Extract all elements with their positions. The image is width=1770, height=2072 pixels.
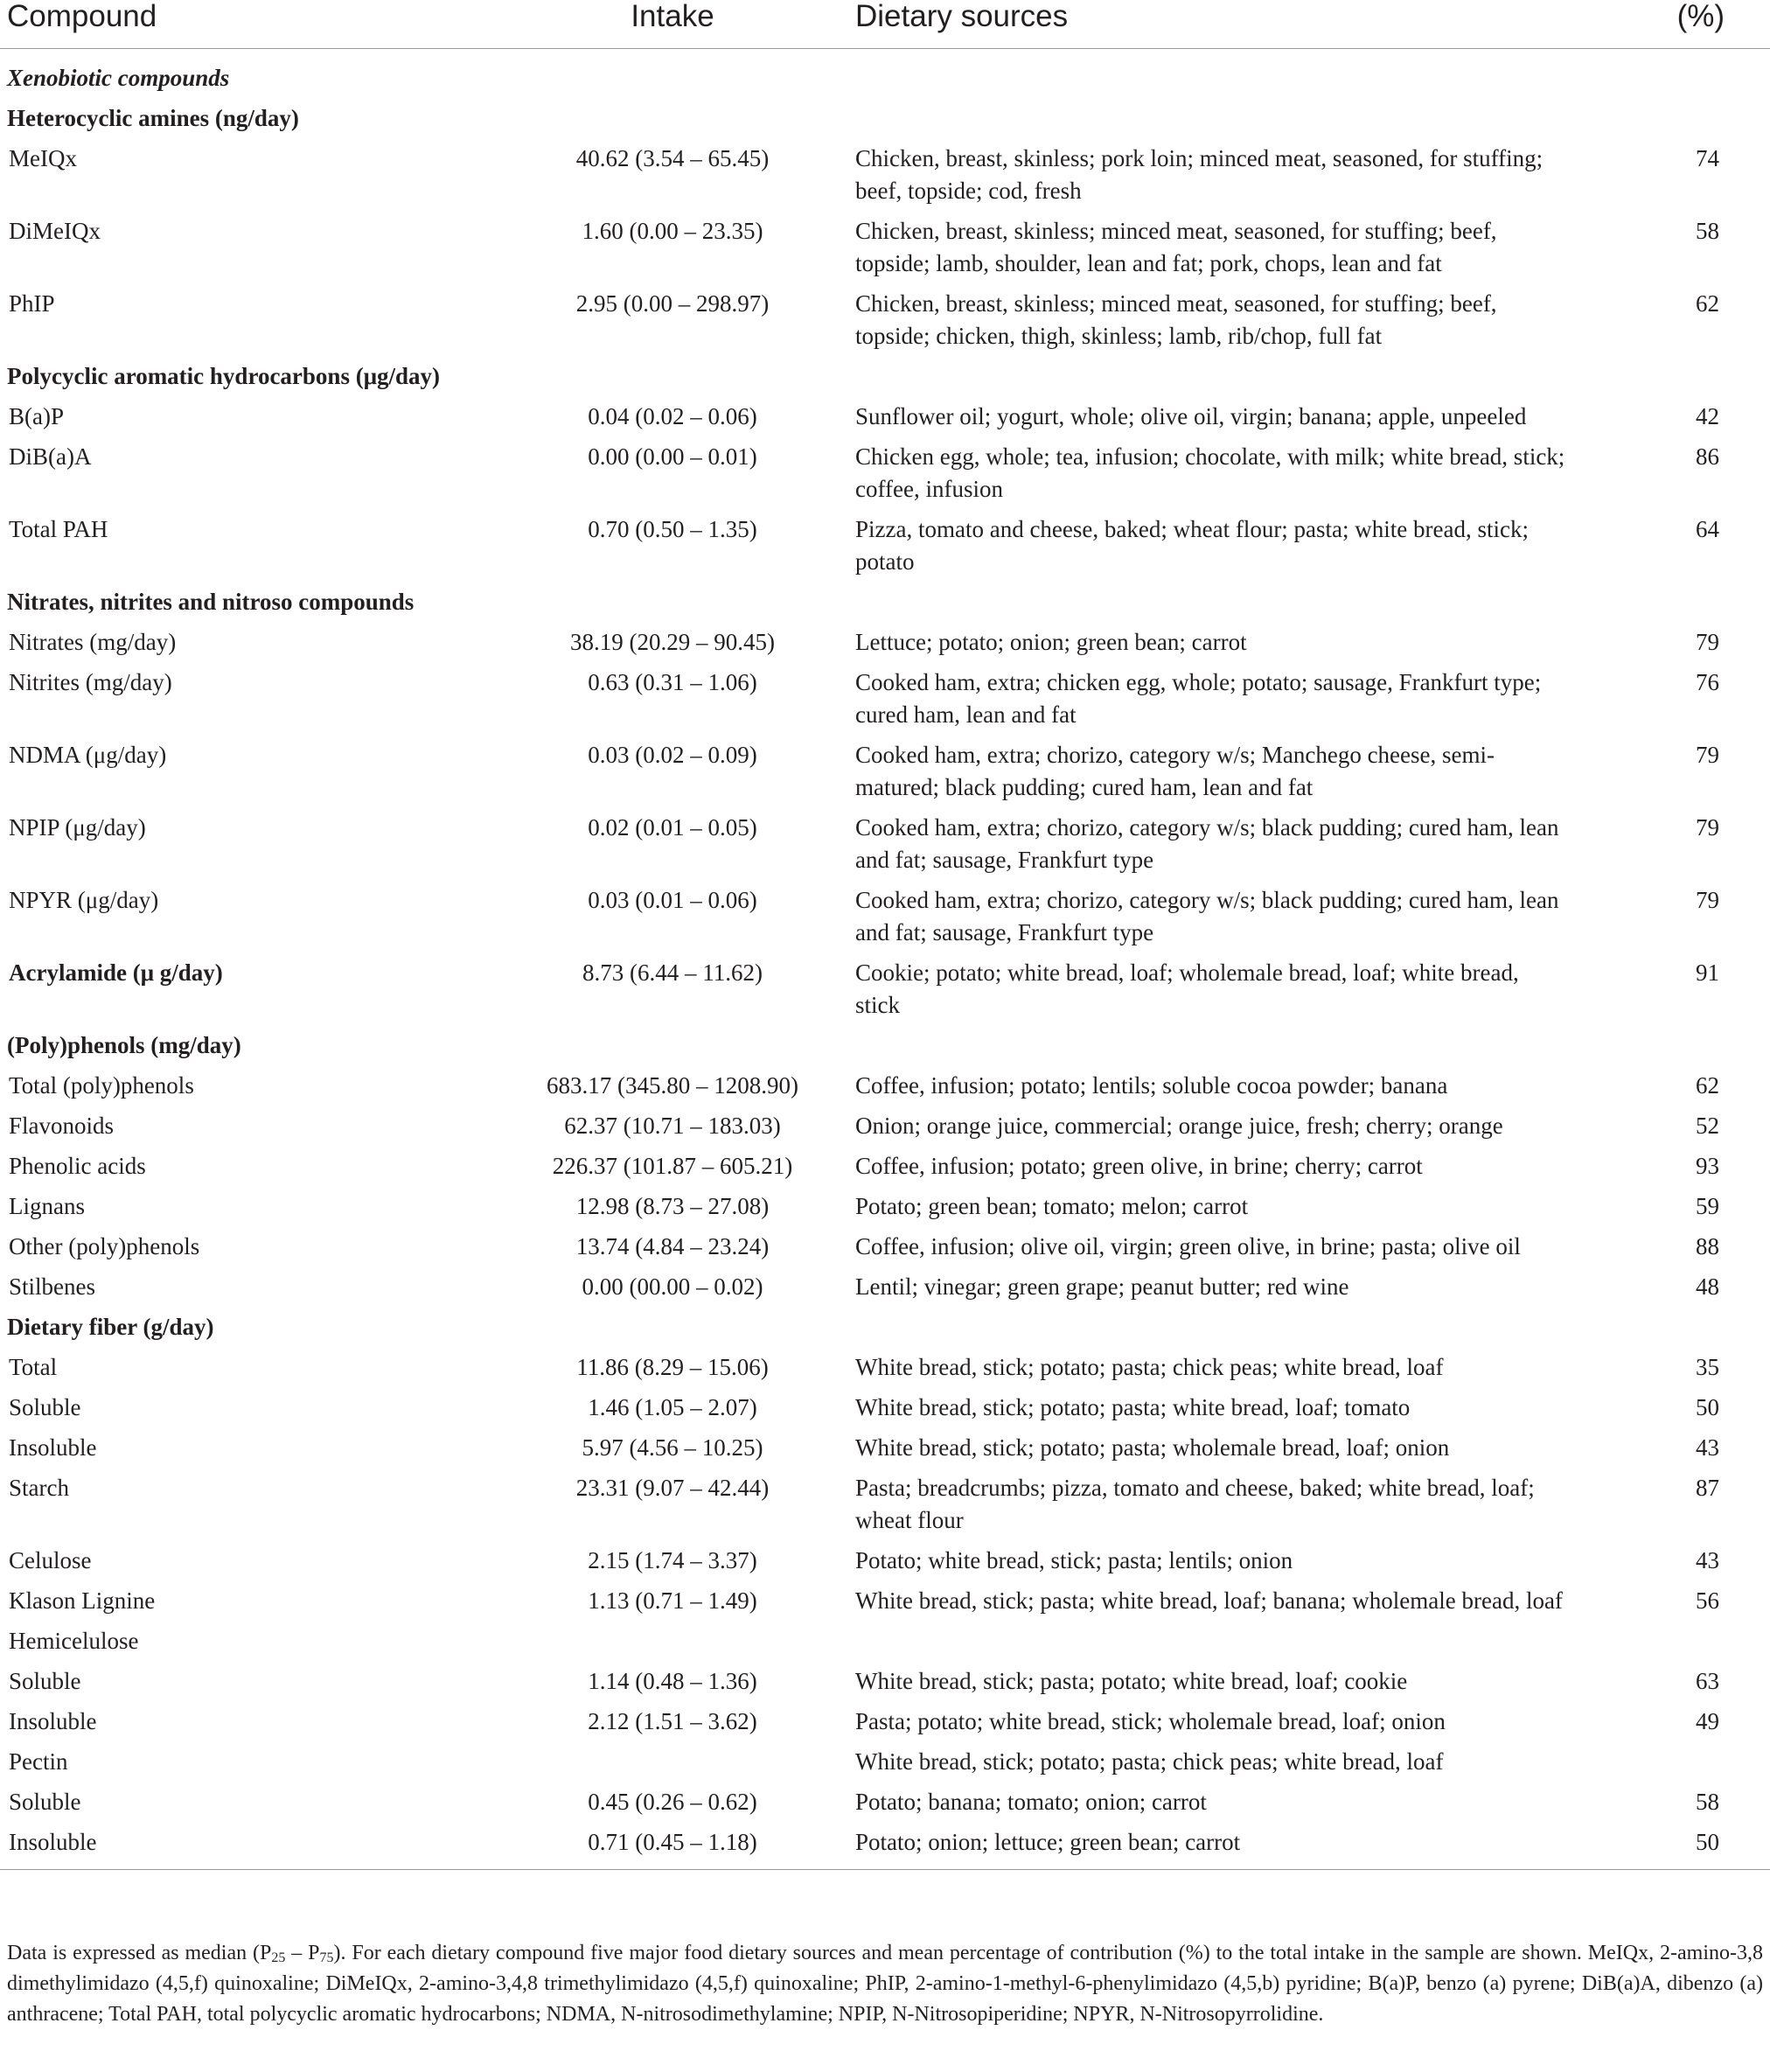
header-dietary-sources: Dietary sources xyxy=(855,0,1627,49)
table-footnote xyxy=(7,1938,1763,2030)
percent-cell: 74 xyxy=(1696,145,1719,171)
compound-cell: Total PAH xyxy=(9,516,108,542)
table-row xyxy=(0,1267,1770,1308)
table-row xyxy=(0,1581,1770,1622)
intake-cell xyxy=(490,1742,855,1782)
table-row xyxy=(0,1662,1770,1702)
percent-cell: 62 xyxy=(1696,1072,1719,1099)
intake-cell: 23.31 (9.07 – 42.44) xyxy=(575,1475,770,1501)
dietary-sources-cell: Pasta; potato; white bread, stick; wholemale bread, loaf; onion xyxy=(855,1708,1446,1734)
intake-cell: 2.15 (1.74 – 3.37) xyxy=(588,1547,757,1573)
intake-cell: 12.98 (8.73 – 27.08) xyxy=(575,1193,770,1219)
header-row xyxy=(0,0,1770,49)
percent-cell: 88 xyxy=(1696,1233,1719,1259)
table-row xyxy=(0,1742,1770,1782)
intake-cell: 8.73 (6.44 – 11.62) xyxy=(582,959,763,986)
intake-cell: 0.02 (0.01 – 0.05) xyxy=(588,814,757,841)
table-row xyxy=(0,881,1770,953)
compound-cell: Total xyxy=(9,1354,58,1380)
table-row xyxy=(0,1469,1770,1541)
intake-cell xyxy=(490,357,855,397)
intake-cell: 1.46 (1.05 – 2.07) xyxy=(588,1394,757,1420)
compound-cell: DiMeIQx xyxy=(9,218,101,244)
compound-cell: Flavonoids xyxy=(9,1113,115,1139)
intake-cell: 62.37 (10.71 – 183.03) xyxy=(564,1113,781,1139)
dietary-sources-cell xyxy=(855,49,1627,100)
compound-cell: NPIP (μg/day) xyxy=(9,814,146,841)
intake-cell: 40.62 (3.54 – 65.45) xyxy=(575,145,770,171)
percent-cell: 58 xyxy=(1696,218,1719,244)
table-row xyxy=(0,808,1770,881)
compound-cell: Klason Lignine xyxy=(9,1587,156,1614)
percent-cell xyxy=(1627,1742,1770,1782)
table-row xyxy=(0,139,1770,212)
dietary-sources-cell: Sunflower oil; yogurt, whole; olive oil, virgin; banana; apple, unpeeled xyxy=(855,403,1527,429)
compound-cell: Soluble xyxy=(9,1789,81,1815)
intake-cell: 683.17 (345.80 – 1208.90) xyxy=(547,1072,798,1099)
dietary-sources-cell xyxy=(855,1622,1627,1662)
table-row xyxy=(0,1066,1770,1106)
percent-cell: 42 xyxy=(1696,403,1719,429)
percent-cell xyxy=(1627,99,1770,139)
dietary-sources-cell: White bread, stick; potato; pasta; wholemale bread, loaf; onion xyxy=(855,1434,1450,1461)
percent-cell: 62 xyxy=(1696,290,1719,317)
header-intake: Intake xyxy=(490,0,855,49)
intake-cell: 2.95 (0.00 – 298.97) xyxy=(575,290,770,317)
table-row xyxy=(0,212,1770,284)
table-row xyxy=(0,1348,1770,1388)
intake-cell: 0.63 (0.31 – 1.06) xyxy=(588,669,757,695)
compound-cell: Dietary fiber (g/day) xyxy=(7,1314,214,1340)
percent-cell: 76 xyxy=(1696,669,1719,695)
footnote-lead: Data is expressed as median (P xyxy=(7,1942,272,1964)
compound-cell: Nitrates (mg/day) xyxy=(9,629,177,655)
section-row xyxy=(0,357,1770,397)
compound-cell: Acrylamide (μ g/day) xyxy=(9,959,223,986)
dietary-sources-cell: Lentil; vinegar; green grape; peanut butter; red wine xyxy=(855,1273,1349,1300)
intake-cell: 0.00 (0.00 – 0.01) xyxy=(588,443,757,470)
table-row xyxy=(0,1428,1770,1469)
percent-cell: 91 xyxy=(1696,959,1719,986)
percent-cell: 43 xyxy=(1696,1547,1719,1573)
intake-cell: 0.70 (0.50 – 1.35) xyxy=(588,516,757,542)
intake-cell: 0.00 (00.00 – 0.02) xyxy=(582,1273,763,1300)
intake-cell: 38.19 (20.29 – 90.45) xyxy=(570,629,775,655)
intake-cell: 11.86 (8.29 – 15.06) xyxy=(576,1354,769,1380)
intake-cell: 1.13 (0.71 – 1.49) xyxy=(588,1587,757,1614)
percent-cell xyxy=(1627,357,1770,397)
percent-cell: 43 xyxy=(1696,1434,1719,1461)
dietary-sources-cell: Cooked ham, extra; chorizo, category w/s; black pudding; cured ham, lean and fat; sausage, Frankfurt type xyxy=(855,814,1559,873)
dietary-sources-cell: Cooked ham, extra; chorizo, category w/s; black pudding; cured ham, lean and fat; sausage, Frankfurt type xyxy=(855,887,1559,945)
dietary-sources-cell: Coffee, infusion; olive oil, virgin; green olive, in brine; pasta; olive oil xyxy=(855,1233,1521,1259)
dietary-sources-cell xyxy=(855,1026,1627,1066)
compound-cell: B(a)P xyxy=(9,403,64,429)
compound-cell: Total (poly)phenols xyxy=(9,1072,194,1099)
section-row xyxy=(0,583,1770,623)
compound-cell: Insoluble xyxy=(0,1823,490,1870)
table-body xyxy=(0,49,1770,1870)
intake-cell: 0.03 (0.01 – 0.06) xyxy=(588,887,757,913)
percent-cell: 50 xyxy=(1696,1394,1719,1420)
table-row xyxy=(0,1541,1770,1581)
table-row xyxy=(0,663,1770,736)
percent-cell: 86 xyxy=(1696,443,1719,470)
compound-cell: Soluble xyxy=(9,1394,81,1420)
compound-cell: Soluble xyxy=(9,1668,81,1694)
intake-cell: 226.37 (101.87 – 605.21) xyxy=(552,1153,793,1179)
dietary-sources-cell: Pizza, tomato and cheese, baked; wheat flour; pasta; white bread, stick; potato xyxy=(855,516,1529,575)
dietary-sources-cell: White bread, stick; pasta; potato; white bread, loaf; cookie xyxy=(855,1668,1408,1694)
table-row xyxy=(0,1782,1770,1823)
table-row xyxy=(0,1823,1770,1870)
compound-cell: Nitrites (mg/day) xyxy=(9,669,172,695)
table-row xyxy=(0,1702,1770,1742)
intake-cell: 0.71 (0.45 – 1.18) xyxy=(490,1823,855,1870)
intake-cell: 0.03 (0.02 – 0.09) xyxy=(588,742,757,768)
compound-cell: Stilbenes xyxy=(9,1273,95,1300)
compound-cell: Heterocyclic amines (ng/day) xyxy=(7,105,299,131)
footnote-dash: – P xyxy=(285,1942,320,1964)
percent-cell: 35 xyxy=(1696,1354,1719,1380)
dietary-sources-cell: Chicken, breast, skinless; minced meat, seasoned, for stuffing; beef, topside; lamb, shoulder, lean and fat; pork, chops, lean and fat xyxy=(855,218,1497,276)
footnote-p25: 25 xyxy=(271,1950,286,1965)
dietary-sources-cell: Lettuce; potato; onion; green bean; carrot xyxy=(855,629,1247,655)
dietary-sources-cell: Potato; onion; lettuce; green bean; carrot xyxy=(855,1823,1627,1870)
table-row xyxy=(0,1147,1770,1187)
dietary-sources-cell: Chicken egg, whole; tea, infusion; chocolate, with milk; white bread, stick; coffee, infusion xyxy=(855,443,1565,502)
dietary-sources-cell: White bread, stick; potato; pasta; chick peas; white bread, loaf xyxy=(855,1354,1444,1380)
intake-cell: 1.60 (0.00 – 23.35) xyxy=(582,218,763,244)
section-row xyxy=(0,99,1770,139)
percent-cell: 87 xyxy=(1696,1475,1719,1501)
intake-cell: 0.45 (0.26 – 0.62) xyxy=(588,1789,757,1815)
intake-cell xyxy=(490,1026,855,1066)
intake-cell: 2.12 (1.51 – 3.62) xyxy=(588,1708,757,1734)
dietary-sources-cell: Chicken, breast, skinless; pork loin; minced meat, seasoned, for stuffing; beef, topside; cod, fresh xyxy=(855,145,1544,204)
compound-cell: DiB(a)A xyxy=(9,443,92,470)
intake-cell xyxy=(490,49,855,100)
percent-cell: 79 xyxy=(1696,887,1719,913)
percent-cell: 79 xyxy=(1696,814,1719,841)
compound-cell: Insoluble xyxy=(9,1434,97,1461)
dietary-sources-cell xyxy=(855,357,1627,397)
percent-cell: 79 xyxy=(1696,742,1719,768)
percent-cell xyxy=(1627,1622,1770,1662)
compound-cell: Polycyclic aromatic hydrocarbons (μg/day) xyxy=(7,363,441,389)
compound-cell: Phenolic acids xyxy=(9,1153,146,1179)
table-row xyxy=(0,510,1770,583)
percent-cell xyxy=(1627,1026,1770,1066)
intake-cell xyxy=(490,99,855,139)
compound-cell: (Poly)phenols (mg/day) xyxy=(7,1032,241,1058)
dietary-sources-cell: White bread, stick; pasta; white bread, loaf; banana; wholemale bread, loaf xyxy=(855,1587,1563,1614)
table-header xyxy=(0,0,1770,49)
percent-cell: 52 xyxy=(1696,1113,1719,1139)
footnote-rest: ). For each dietary compound five major food dietary sources and mean percentage of contribution (%) to the total intake in the sample are shown. MeIQx, 2-amino-3,8 dimethylimidazo (4,5,f) quinoxaline; DiMeIQx, 2-amino-3,4,8 trimethylimidazo (4,5,f) quinoxaline; PhIP, 2-amino-1-methyl-6-phenylimidazo (4,5,b) pyridine; B(a)P, benzo (a) pyrene; DiB(a)A, dibenzo (a) anthracene; Total PAH, total polycyclic aromatic hydrocarbons; NDMA, N-nitrosodimethylamine; NPIP, N-Nitrosopiperidine; NPYR, N-Nitrosopyrrolidine. xyxy=(7,1942,1763,2026)
intake-cell xyxy=(490,583,855,623)
table-row xyxy=(0,437,1770,510)
dietary-sources-cell: Coffee, infusion; potato; lentils; soluble cocoa powder; banana xyxy=(855,1072,1448,1099)
percent-cell: 50 xyxy=(1627,1823,1770,1870)
dietary-sources-cell xyxy=(855,1308,1627,1348)
compound-cell: Nitrates, nitrites and nitroso compounds xyxy=(7,589,415,615)
table-row xyxy=(0,284,1770,357)
dietary-sources-cell: Coffee, infusion; potato; green olive, in brine; cherry; carrot xyxy=(855,1153,1423,1179)
header-compound: Compound xyxy=(0,0,490,49)
intake-cell xyxy=(490,1622,855,1662)
compound-cell: Hemicelulose xyxy=(9,1628,139,1654)
section-row xyxy=(0,1026,1770,1066)
table-row xyxy=(0,1187,1770,1227)
percent-cell xyxy=(1627,49,1770,100)
percent-cell: 49 xyxy=(1696,1708,1719,1734)
compound-cell: NPYR (μg/day) xyxy=(9,887,159,913)
dietary-sources-cell xyxy=(855,99,1627,139)
dietary-sources-cell: White bread, stick; potato; pasta; white bread, loaf; tomato xyxy=(855,1394,1411,1420)
section-row xyxy=(0,49,1770,100)
percent-cell: 79 xyxy=(1696,629,1719,655)
intake-cell: 13.74 (4.84 – 23.24) xyxy=(575,1233,770,1259)
dietary-sources-cell: Pasta; breadcrumbs; pizza, tomato and cheese, baked; white bread, loaf; wheat flour xyxy=(855,1475,1535,1533)
percent-cell: 93 xyxy=(1696,1153,1719,1179)
percent-cell: 63 xyxy=(1696,1668,1719,1694)
compound-cell: PhIP xyxy=(9,290,55,317)
percent-cell: 58 xyxy=(1696,1789,1719,1815)
dietary-sources-cell: Cooked ham, extra; chicken egg, whole; potato; sausage, Frankfurt type; cured ham, lean and fat xyxy=(855,669,1542,728)
compound-cell: Starch xyxy=(9,1475,69,1501)
dietary-sources-cell: Cooked ham, extra; chorizo, category w/s; Manchego cheese, semi-matured; black pudding; cured ham, lean and fat xyxy=(855,742,1495,800)
compound-cell: Celulose xyxy=(9,1547,92,1573)
dietary-sources-cell: Chicken, breast, skinless; minced meat, seasoned, for stuffing; beef, topside; chicken, thigh, skinless; lamb, rib/chop, full fat xyxy=(855,290,1497,349)
dietary-sources-cell: Potato; green bean; tomato; melon; carrot xyxy=(855,1193,1249,1219)
compound-cell: Lignans xyxy=(9,1193,85,1219)
intake-cell: 5.97 (4.56 – 10.25) xyxy=(582,1434,763,1461)
percent-cell: 48 xyxy=(1696,1273,1719,1300)
table-row xyxy=(0,1227,1770,1267)
table-row xyxy=(0,1106,1770,1147)
dietary-sources-cell: Potato; banana; tomato; onion; carrot xyxy=(855,1789,1207,1815)
dietary-sources-cell: White bread, stick; potato; pasta; chick peas; white bread, loaf xyxy=(855,1748,1444,1775)
percent-cell xyxy=(1627,583,1770,623)
table-row xyxy=(0,1388,1770,1428)
dietary-sources-cell: Onion; orange juice, commercial; orange juice, fresh; cherry; orange xyxy=(855,1113,1503,1139)
footnote-p75: 75 xyxy=(319,1950,334,1965)
percent-cell: 56 xyxy=(1696,1587,1719,1614)
table-row xyxy=(0,736,1770,808)
dietary-sources-cell xyxy=(855,583,1627,623)
compound-cell: MeIQx xyxy=(9,145,77,171)
intake-cell: 1.14 (0.48 – 1.36) xyxy=(588,1668,757,1694)
percent-cell xyxy=(1627,1308,1770,1348)
compound-cell: Pectin xyxy=(9,1748,68,1775)
table-row xyxy=(0,623,1770,663)
compound-cell: Other (poly)phenols xyxy=(9,1233,200,1259)
percent-cell: 64 xyxy=(1696,516,1719,542)
table-row xyxy=(0,397,1770,437)
compound-cell: Xenobiotic compounds xyxy=(7,65,230,91)
intake-cell xyxy=(490,1308,855,1348)
header-percent: (%) xyxy=(1627,0,1770,49)
table-row xyxy=(0,1622,1770,1662)
compound-cell: Insoluble xyxy=(9,1708,97,1734)
dietary-sources-cell: Potato; white bread, stick; pasta; lentils; onion xyxy=(855,1547,1293,1573)
compound-cell: NDMA (μg/day) xyxy=(9,742,167,768)
percent-cell: 59 xyxy=(1696,1193,1719,1219)
dietary-sources-cell: Cookie; potato; white bread, loaf; wholemale bread, loaf; white bread, stick xyxy=(855,959,1519,1018)
table-row xyxy=(0,953,1770,1026)
intake-cell: 0.04 (0.02 – 0.06) xyxy=(588,403,757,429)
section-row xyxy=(0,1308,1770,1348)
